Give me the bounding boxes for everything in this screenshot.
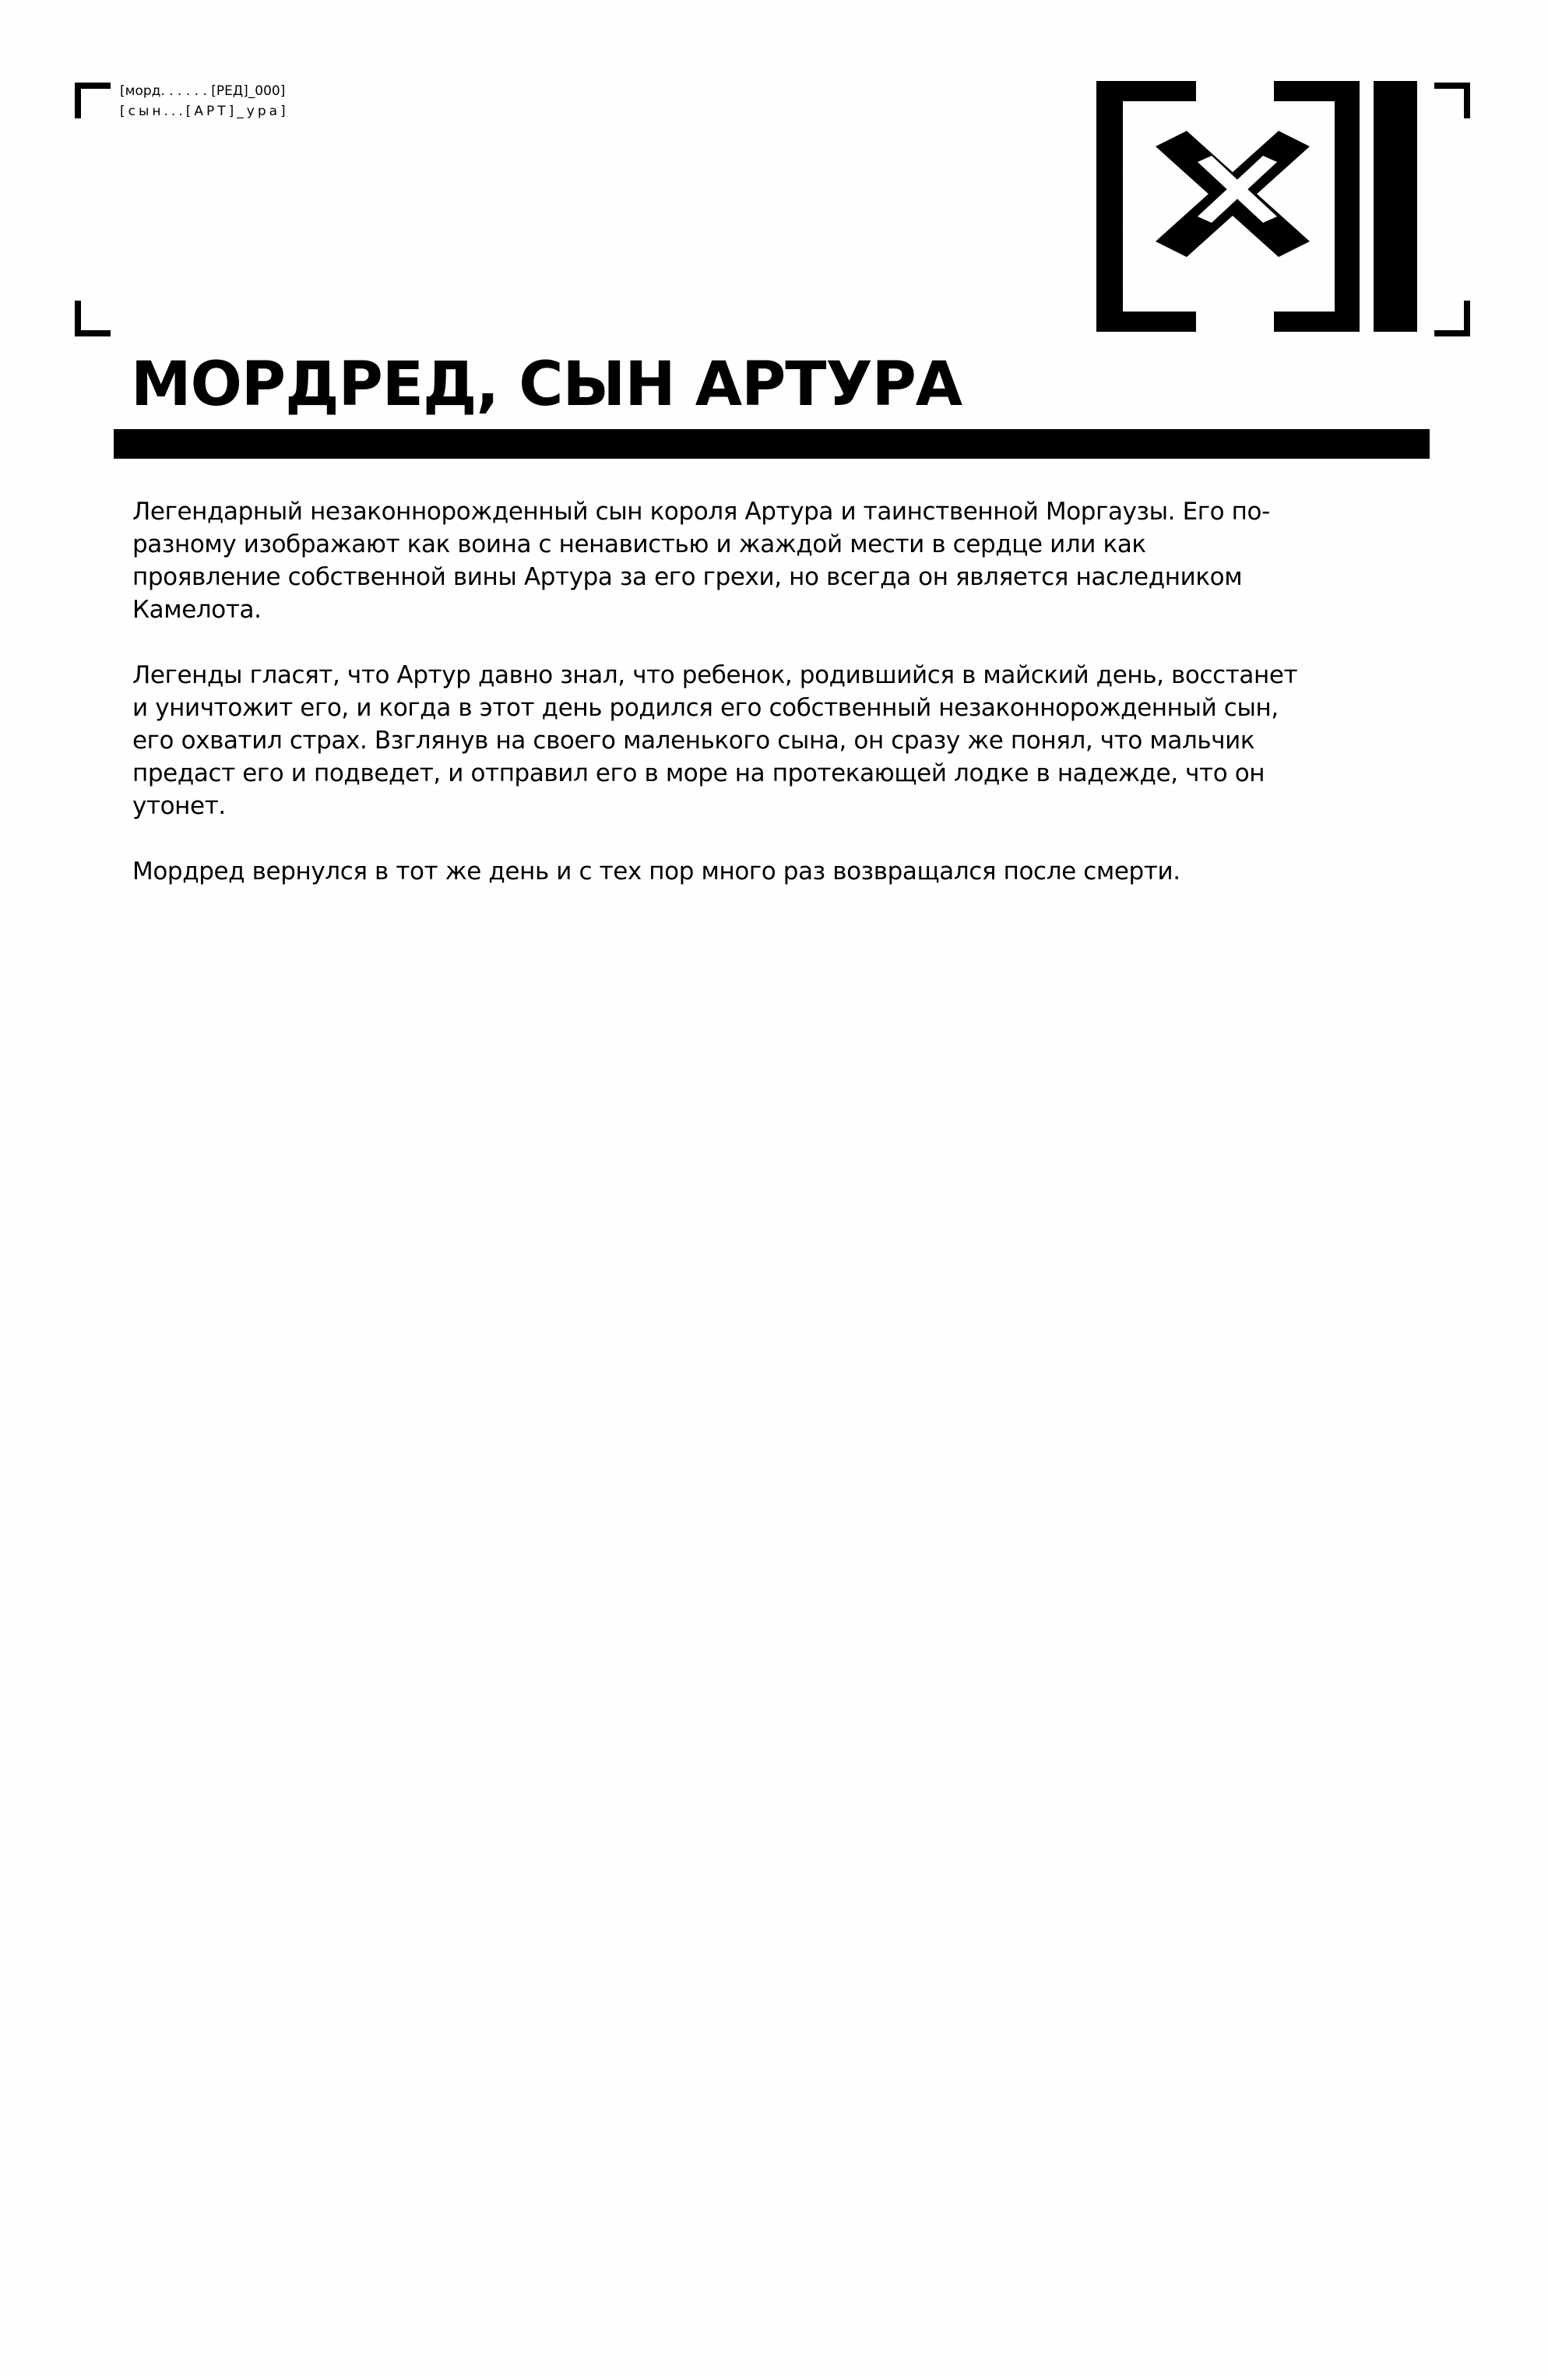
corner-bracket-bottom-right <box>1434 301 1470 336</box>
code-line-1: [морд. . . . . . [РЕД]_000] <box>120 83 286 99</box>
code-label <box>120 81 289 121</box>
corner-bracket-top-right <box>1434 83 1470 118</box>
page-title: МОРДРЕД, СЫН АРТУРА <box>131 350 962 420</box>
paragraph-2: Легенды гласят, что Артур давно знал, что ребенок, родившийся в майский день, восстанет и уничтожит его, и когда в этот день родился его собственный незаконнорожденный сын, его охватил страх. Взглянув на своего маленького сына, он сразу же понял, что мальчик предаст его и подведет, и отправил его в море на протекающей лодке в надежде, что он утонет. <box>132 661 1298 820</box>
paragraph-3: Мордред вернулся в тот же день и с тех пор много раз возвращался после смерти. <box>132 857 1180 885</box>
corner-bracket-top-left <box>75 83 111 118</box>
title-underline-bar <box>114 429 1430 459</box>
corner-bracket-bottom-left <box>75 301 111 336</box>
code-line-2: [сын...[АРТ]_ура] <box>120 104 289 119</box>
article-body <box>132 495 1300 921</box>
paragraph-1: Легендарный незаконнорожденный сын короля Артура и таинственной Моргаузы. Его по-разному изображают как воина с ненавистью и жаждой мести в сердце или как проявление собственной вины Артура за его грехи, но всегда он является наследником Камелота. <box>132 498 1270 624</box>
x-bracket-logo-icon <box>1096 81 1417 332</box>
